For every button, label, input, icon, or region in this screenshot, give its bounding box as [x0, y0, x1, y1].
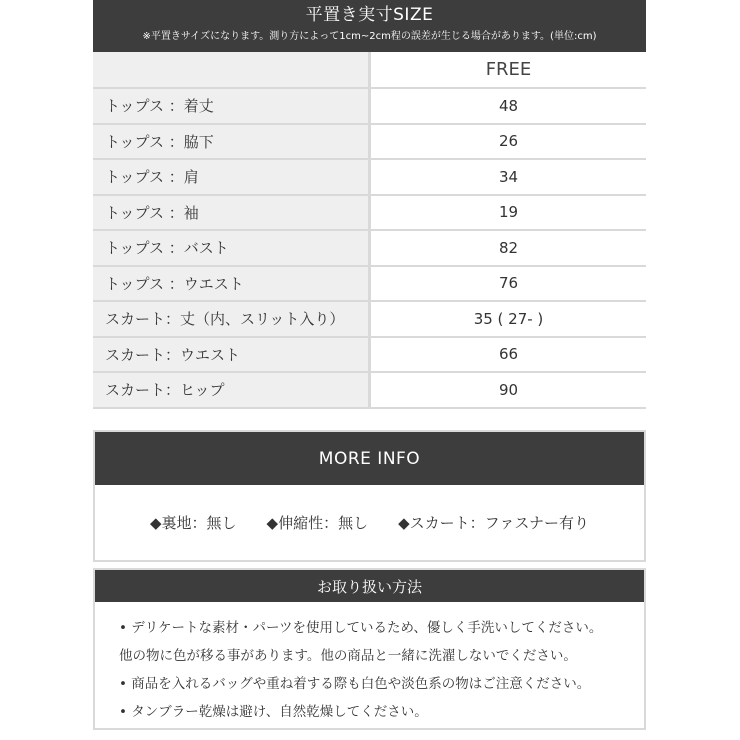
row-value: 82: [371, 231, 646, 265]
table-row: [93, 231, 646, 267]
info-item-stretch: ◆伸縮性：無し: [266, 514, 369, 532]
table-row: [93, 267, 646, 303]
table-row: [93, 338, 646, 374]
row-label: スカート：ウエスト: [93, 338, 371, 372]
size-header: [93, 0, 646, 52]
row-label: トップス ：着丈: [93, 89, 371, 123]
care-item: • デリケートな素材・パーツを使用しているため、優しく手洗いしてください。: [119, 620, 603, 636]
row-label: スカート：丈（内、スリット入り）: [93, 302, 371, 336]
row-label: トップス ：ウエスト: [93, 267, 371, 301]
table-row: [93, 302, 646, 338]
table-row: [93, 125, 646, 161]
info-item-zipper: ◆スカート：ファスナー有り: [398, 514, 590, 532]
care-item: • タンブラー乾燥は避け、自然乾燥してください。: [119, 704, 428, 720]
row-value: 76: [371, 267, 646, 301]
more-info-section: [93, 430, 646, 562]
more-info-list: [95, 512, 644, 533]
table-row: [93, 89, 646, 125]
row-value: 19: [371, 196, 646, 230]
size-title: 平置き実寸SIZE: [305, 5, 434, 25]
column-header-free: FREE: [371, 52, 646, 87]
row-label: トップス ：脇下: [93, 125, 371, 159]
info-item-lining: ◆裏地：無し: [149, 514, 237, 532]
table-row: [93, 373, 646, 409]
row-value: 26: [371, 125, 646, 159]
row-value: 34: [371, 160, 646, 194]
table-header-row: [93, 52, 646, 89]
care-section: [93, 568, 646, 730]
row-value: 90: [371, 373, 646, 407]
size-note: ※平置きサイズになります。測り方によって1cm~2cm程の誤差が生じる場合があります。(単位:cm): [142, 31, 597, 42]
care-title: お取り扱い方法: [95, 570, 644, 602]
care-list: [95, 602, 644, 726]
care-item: 他の物に色が移る事があります。他の商品と一緒に洗濯しないでください。: [119, 648, 577, 664]
row-label: トップス ：バスト: [93, 231, 371, 265]
row-value: 35 ( 27- ): [371, 302, 646, 336]
row-label: トップス ：肩: [93, 160, 371, 194]
row-value: 48: [371, 89, 646, 123]
row-value: 66: [371, 338, 646, 372]
table-row: [93, 160, 646, 196]
row-label: トップス ：袖: [93, 196, 371, 230]
care-item: • 商品を入れるバッグや重ね着する際も白色や淡色系の物はご注意ください。: [119, 676, 591, 692]
table-row: [93, 196, 646, 232]
more-info-title: MORE INFO: [95, 432, 644, 485]
size-table: [93, 52, 646, 409]
row-label: スカート：ヒップ: [93, 373, 371, 407]
table-header-empty: [93, 52, 371, 87]
